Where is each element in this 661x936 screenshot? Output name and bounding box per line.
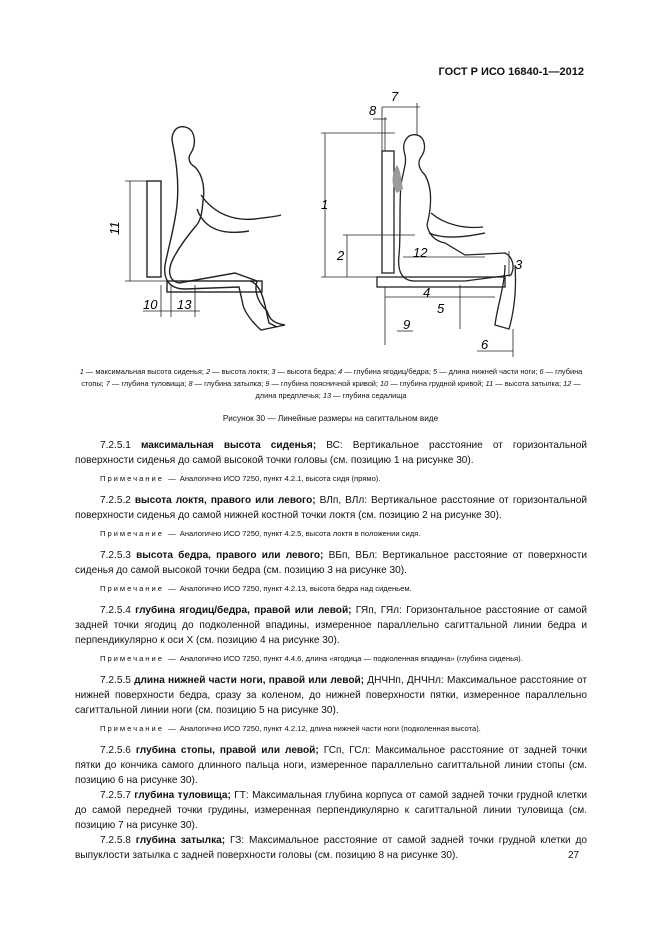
leg-right xyxy=(495,265,516,329)
section-7-2-5-6: 7.2.5.6 глубина стопы, правой или левой; ГСп, ГСл: Максимальное расстояние от задней точки пятки до кончика самого длинного пальца ноги, измеренное параллельно сагиттальной линии стопы (см. позицию 6 на рисунке 30). xyxy=(75,745,587,786)
figure-title: Рисунок 30 — Линейные размеры на сагиттальном виде xyxy=(222,414,439,423)
arm-left xyxy=(197,195,281,232)
note-7-2-5-1: Примечание — Аналогично ИСО 7250, пункт 4.2.1, высота сидя (прямо). xyxy=(100,474,381,483)
label-10: 10 xyxy=(143,297,158,312)
label-12: 12 xyxy=(413,245,428,260)
seat-back-left xyxy=(147,181,161,277)
section-7-2-5-8: 7.2.5.8 глубина затылка; ГЗ: Максимальное расстояние от самой задней точки грудной клетки до выпуклости затылка с задней поверхности головы (см. позицию 8 на рисунке 30). xyxy=(75,835,587,861)
note-7-2-5-5: Примечание — Аналогично ИСО 7250, пункт 4.2.12, длина нижней части ноги (подколенная высота). xyxy=(100,724,481,733)
section-7-2-5-1: 7.2.5.1 максимальная высота сиденья; ВС: Вертикальное расстояние от горизонтальной поверхности сиденья до самой высокой точки головы (см. позицию 1 на рисунке 30). xyxy=(75,440,588,466)
right-figure xyxy=(377,135,516,329)
label-9: 9 xyxy=(403,317,411,332)
figure-legend: 1 — максимальная высота сиденья; 2 — высота локтя; 3 — высота бедра; 4 — глубина ягодиц/бедра; 5 — длина нижней части ноги; 6 — глубина стопы; 7 — глубина туловища; 8 — глубина затылка; 9 — глубина поясничной кривой; 10 — глубина грудной кривой; 11 — высота затылка; 12 — длина предплечья; 13 — глубина седалища xyxy=(79,367,583,400)
label-11: 11 xyxy=(107,221,122,235)
section-7-2-5-4: 7.2.5.4 глубина ягодиц/бедра, правой или левой; ГЯп, ГЯл: Горизонтальное расстояние от самой задней точки ягодиц до подколенной впадины, измеренное параллельно сагиттальной линии бедра и перпендикулярно к оси X (см. позицию 4 на рисунке 30). xyxy=(75,605,587,646)
section-7-2-5-7: 7.2.5.7 глубина туловища; ГТ: Максимальная глубина корпуса от самой задней точки грудной клетки до самой передней точки грудины, измеренная перпендикулярно к сагиттальной линии туловища (см. позицию 7 на рисунке 30). xyxy=(75,790,587,831)
arm-right xyxy=(429,213,485,237)
label-8: 8 xyxy=(369,103,377,118)
note-7-2-5-3: Примечание — Аналогично ИСО 7250, пункт 4.2.13, высота бедра над сиденьем. xyxy=(100,584,412,593)
label-5: 5 xyxy=(437,301,445,316)
label-6: 6 xyxy=(481,337,489,352)
sagittal-figure xyxy=(85,85,605,360)
section-7-2-5-5: 7.2.5.5 длина нижней части ноги, правой или левой; ДНЧНп, ДНЧНл: Максимальное расстояние от нижней поверхности бедра, сразу за коленом, до нижней поверхности пятки, измеренное параллельно сагиттальной линии ноги (см. позицию 5 на рисунке 30). xyxy=(75,675,587,716)
right-dimension-lines xyxy=(321,103,513,357)
note-7-2-5-2: Примечание — Аналогично ИСО 7250, пункт 4.2.5, высота локтя в положении сидя. xyxy=(100,529,421,538)
left-figure xyxy=(147,127,285,330)
label-13: 13 xyxy=(177,297,192,312)
label-2: 2 xyxy=(337,248,345,263)
section-7-2-5-3: 7.2.5.3 высота бедра, правого или левого; ВБп, ВБл: Вертикальное расстояние от поверхности сиденья до самой высокой точки бедра (см. позицию 3 на рисунке 30). xyxy=(75,550,587,576)
note-7-2-5-4: Примечание — Аналогично ИСО 7250, пункт 4.4.6, длина «ягодица — подколенная впадина» (глубина сиденья). xyxy=(100,654,523,663)
label-1: 1 xyxy=(321,197,329,212)
figure-drawing xyxy=(85,85,605,360)
label-7: 7 xyxy=(391,89,399,104)
seat-back-right xyxy=(382,151,394,273)
section-7-2-5-2: 7.2.5.2 высота локтя, правого или левого; ВЛп, ВЛл: Вертикальное расстояние от горизонтальной поверхности сиденья до самой нижней костной точки локтя (см. позицию 2 на рисунке 30). xyxy=(75,495,587,521)
label-3: 3 xyxy=(515,257,523,272)
document-header: ГОСТ Р ИСО 16840-1—2012 xyxy=(438,66,584,78)
page-number: 27 xyxy=(568,850,580,861)
label-4: 4 xyxy=(423,285,431,300)
document-body xyxy=(75,438,587,863)
